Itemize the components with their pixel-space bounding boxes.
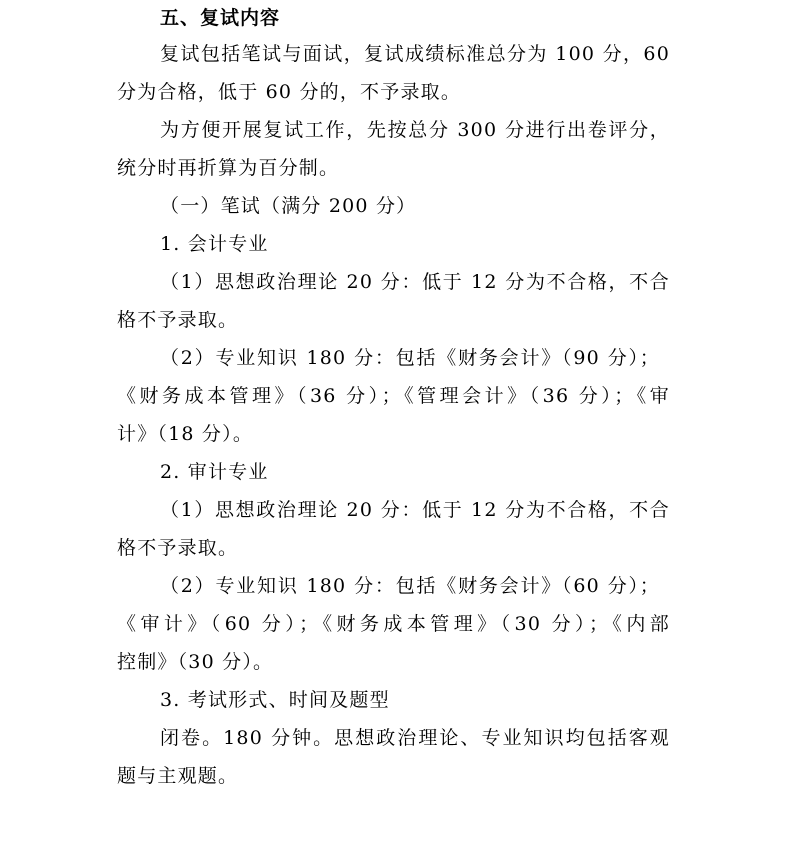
exam-format-heading: 3. 考试形式、时间及题型: [160, 689, 390, 711]
intro-paragraph-line1: 复试包括笔试与面试，复试成绩标准总分为 100 分，60: [160, 43, 670, 65]
scoring-paragraph-line2: 统分时再折算为百分制。: [117, 157, 340, 179]
accounting-knowledge-line1: （2）专业知识 180 分：包括《财务会计》（90 分）；: [160, 347, 660, 369]
accounting-politics-line1: （1）思想政治理论 20 分：低于 12 分为不合格，不合: [160, 271, 670, 293]
scoring-paragraph-line1: 为方便开展复试工作，先按总分 300 分进行出卷评分，: [160, 119, 670, 141]
audit-politics-line2: 格不予录取。: [117, 537, 239, 559]
accounting-heading: 1. 会计专业: [160, 233, 269, 255]
intro-paragraph-line2: 分为合格，低于 60 分的，不予录取。: [117, 81, 462, 103]
audit-politics-line1: （1）思想政治理论 20 分：低于 12 分为不合格，不合: [160, 499, 670, 521]
section-heading: 五、复试内容: [160, 7, 281, 29]
written-exam-heading: （一）笔试（满分 200 分）: [160, 195, 417, 217]
audit-knowledge-line1: （2）专业知识 180 分：包括《财务会计》（60 分）；: [160, 575, 660, 597]
accounting-knowledge-line3: 计》（18 分）。: [117, 423, 254, 445]
accounting-politics-line2: 格不予录取。: [117, 309, 239, 331]
audit-heading: 2. 审计专业: [160, 461, 269, 483]
exam-format-line1: 闭卷。180 分钟。思想政治理论、专业知识均包括客观: [160, 727, 670, 749]
accounting-knowledge-line2: 《财务成本管理》（36 分）；《管理会计》（36 分）；《审: [117, 385, 670, 407]
exam-format-line2: 题与主观题。: [117, 765, 239, 787]
audit-knowledge-line3: 控制》（30 分）。: [117, 651, 274, 673]
audit-knowledge-line2: 《审计》（60 分）；《财务成本管理》（30 分）；《内部: [117, 613, 670, 635]
